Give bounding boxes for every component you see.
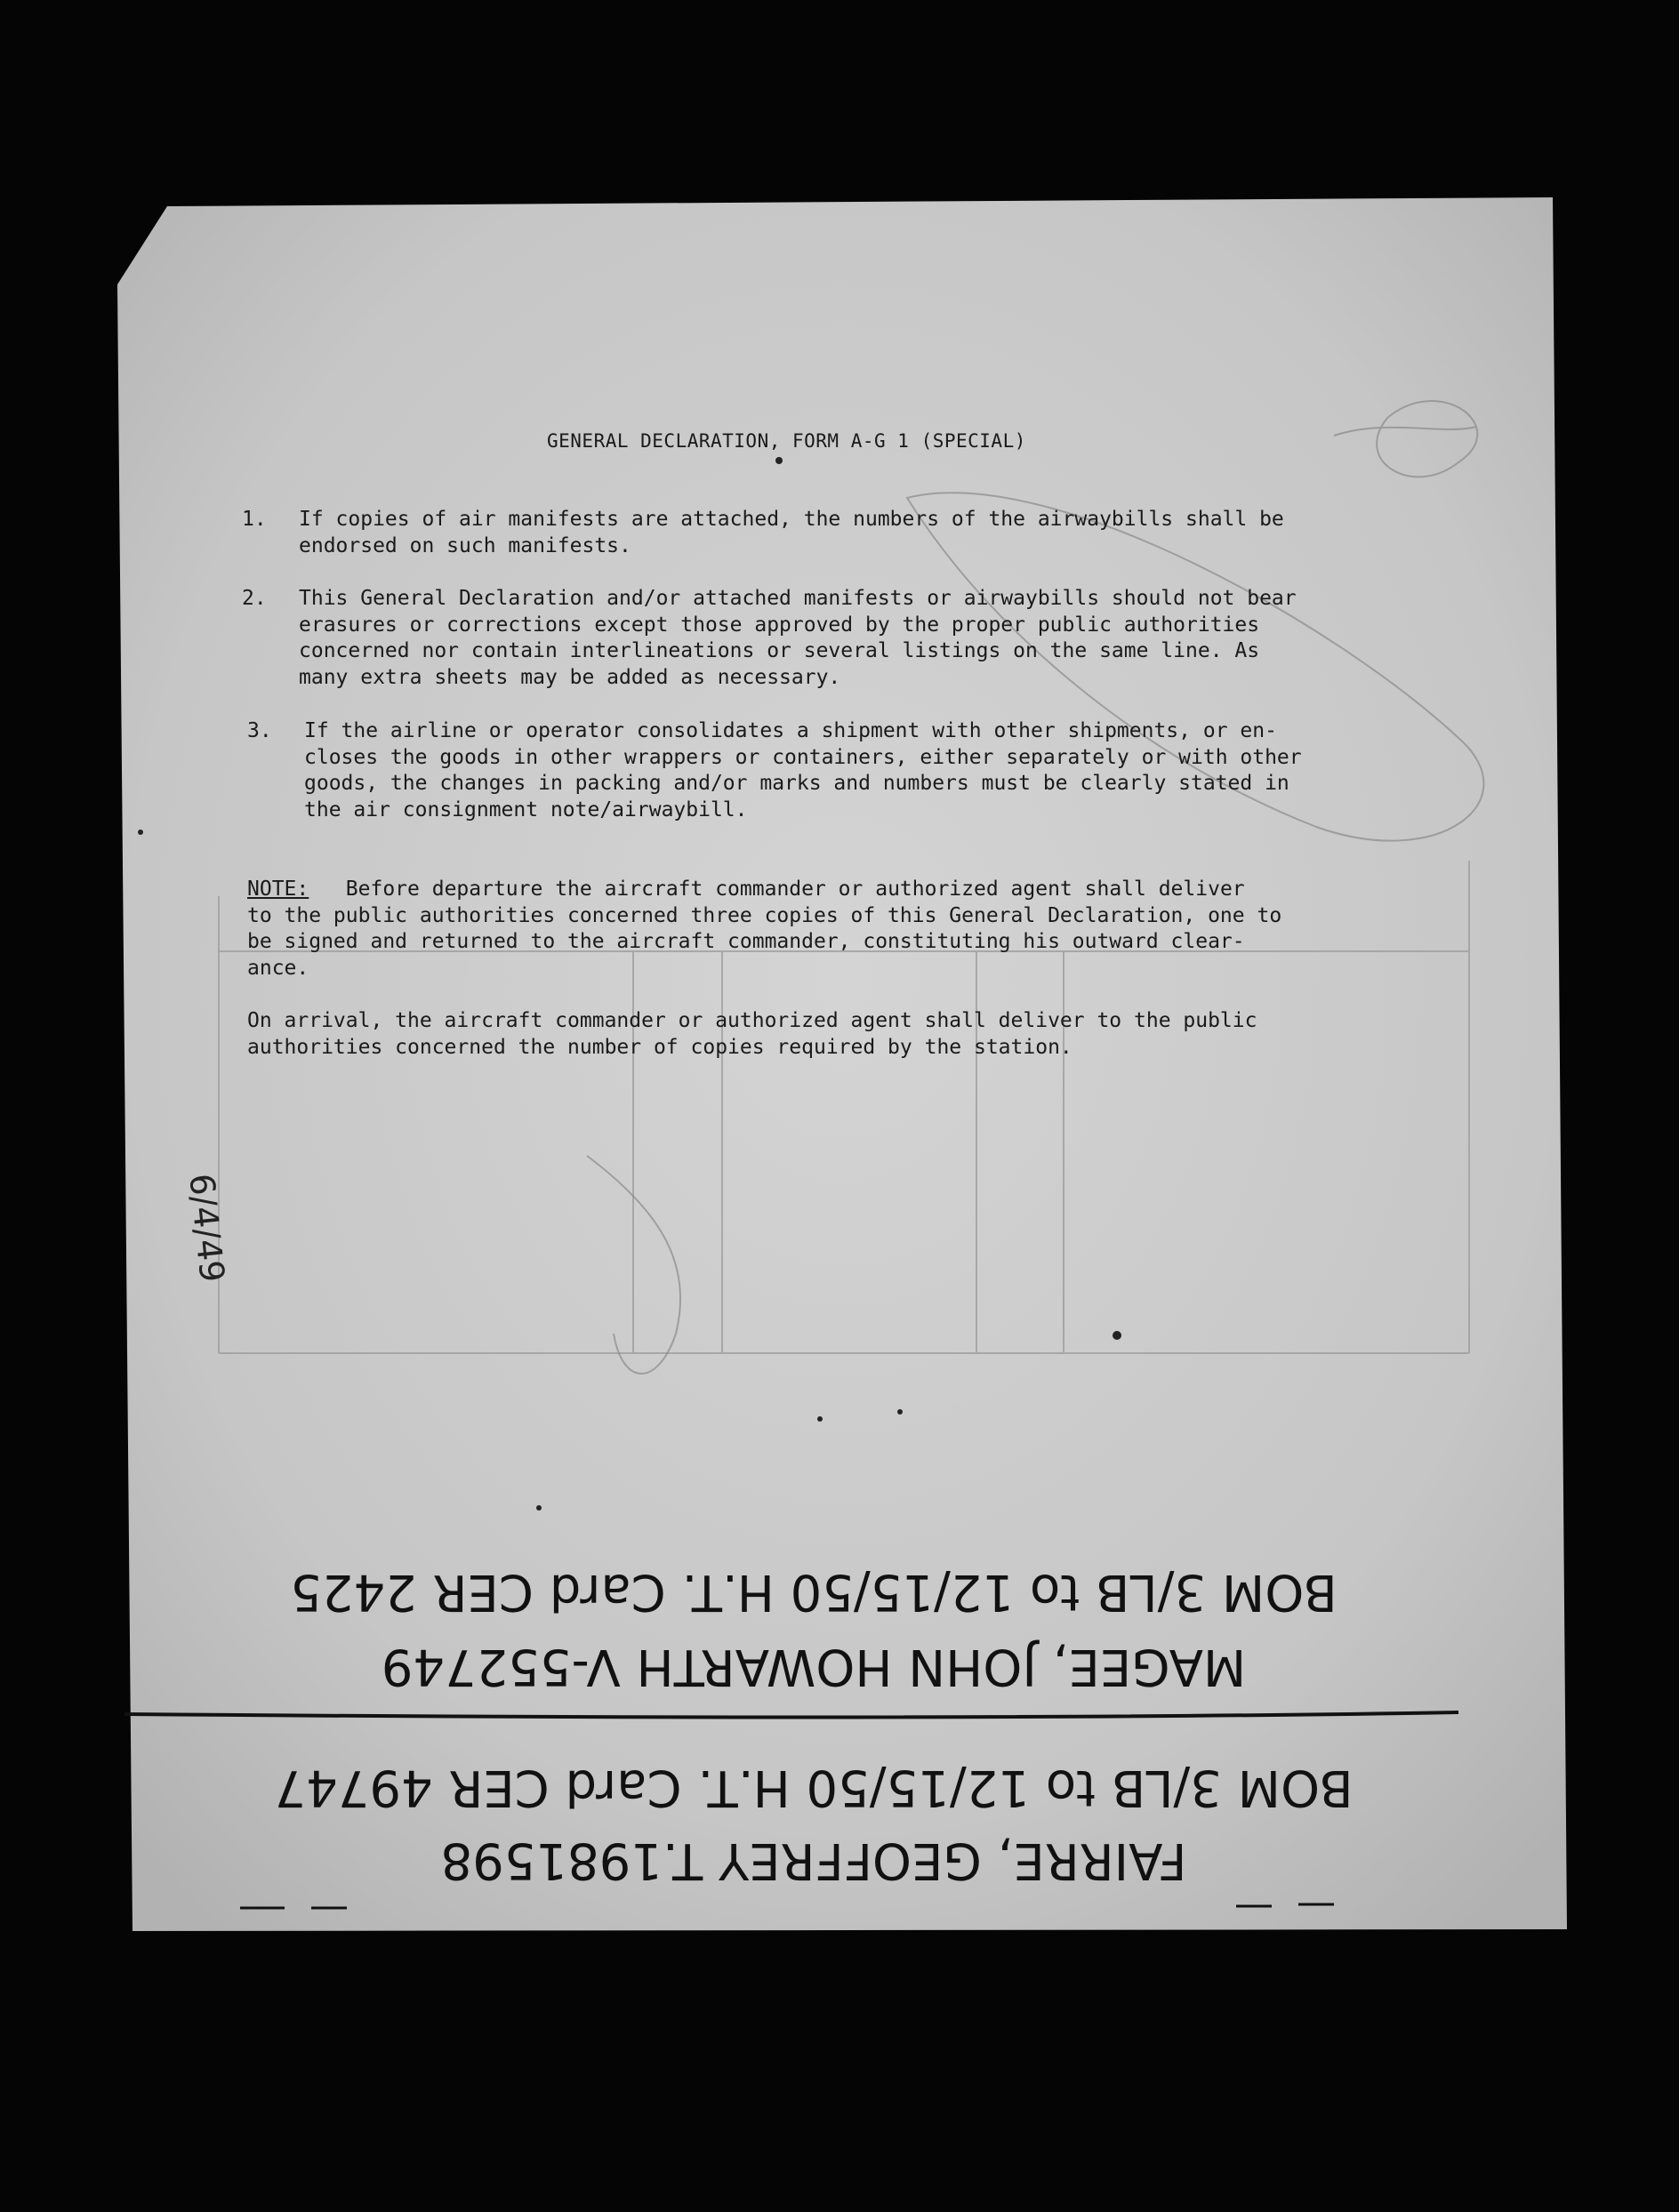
item-line: concerned nor contain interlineations or several listings on the same line. As: [299, 639, 1260, 662]
note-label: NOTE:: [247, 878, 309, 901]
handwritten-entry-2-line-1: FAIRRE, GEOFFREY T.1981598: [440, 1831, 1187, 1889]
handwritten-entry-1-line-2: BOM 3/LB to 12/15/50 H.T. Card CER 2425: [290, 1563, 1338, 1621]
item-number: 1.: [242, 508, 267, 531]
handwritten-entry-1-line-1: MAGEE, JOHN HOWARTH V-552749: [381, 1638, 1247, 1695]
note-line: be signed and returned to the aircraft commander, constituting his outward clear-: [247, 930, 1245, 953]
item-number: 2.: [242, 587, 267, 610]
item-line: If copies of air manifests are attached, the numbers of the airwaybills shall be: [299, 508, 1284, 531]
note-line: to the public authorities concerned three copies of this General Declaration, one to: [247, 903, 1282, 927]
page-title: GENERAL DECLARATION, FORM A-G 1 (SPECIAL): [547, 430, 1026, 452]
arrival-block: [247, 1008, 1257, 1061]
item-line: This General Declaration and/or attached manifests or airwaybills should not bear: [299, 587, 1297, 610]
item-number: 3.: [247, 719, 272, 742]
handwritten-entry-2-line-2: BOM 3/LB to 12/15/50 H.T. Card CER 49747: [274, 1759, 1354, 1816]
item-line: many extra sheets may be added as necessary.: [299, 665, 841, 689]
note-block: [247, 877, 1281, 982]
item-line: endorsed on such manifests.: [299, 533, 631, 557]
arrival-line: authorities concerned the number of copies required by the station.: [247, 1035, 1072, 1059]
item-line: If the airline or operator consolidates a shipment with other shipments, or en-: [304, 719, 1277, 742]
item-line: closes the goods in other wrappers or containers, either separately or with other: [304, 745, 1302, 769]
item-line: the air consignment note/airwaybill.: [304, 797, 748, 821]
note-line: ance.: [247, 956, 309, 980]
item-line: goods, the changes in packing and/or marks and numbers must be clearly stated in: [304, 772, 1289, 795]
arrival-line: On arrival, the aircraft commander or authorized agent shall deliver to the public: [247, 1009, 1257, 1032]
margin-date: 6/4/49: [181, 1172, 232, 1285]
note-first-line: Before departure the aircraft commander or authorized agent shall deliver: [345, 878, 1245, 901]
item-line: erasures or corrections except those approved by the proper public authorities: [299, 613, 1260, 637]
